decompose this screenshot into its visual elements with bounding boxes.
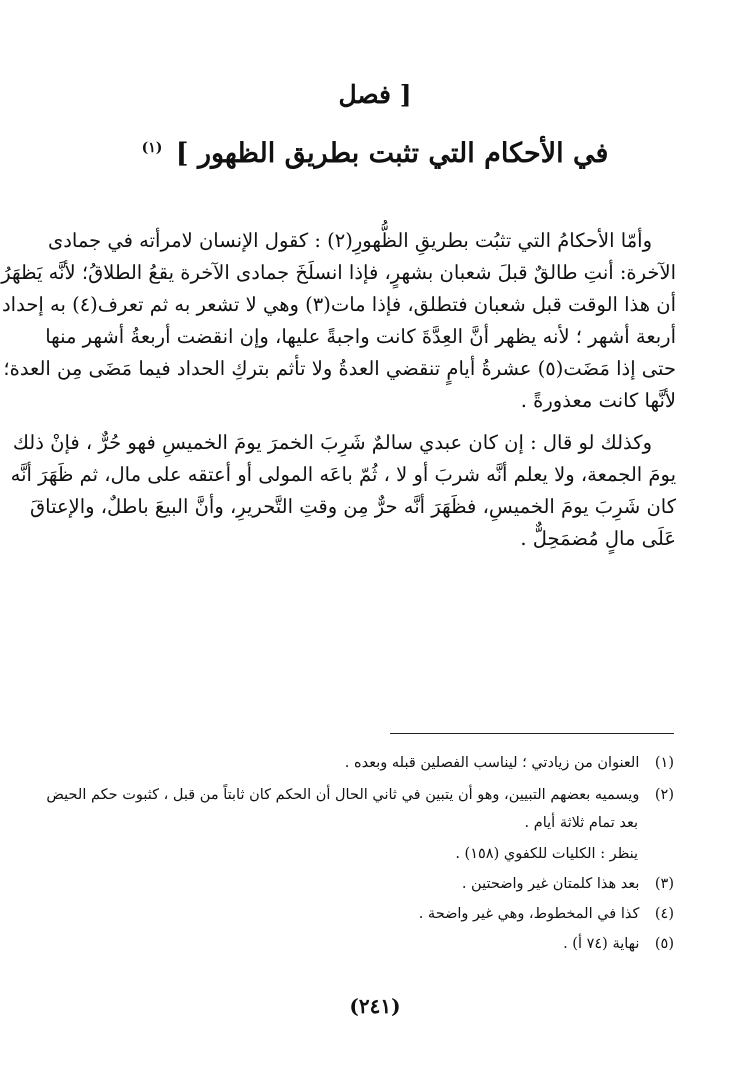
footnote-text: كذا في المخطوط، وهي غير واضحة . (418, 906, 640, 922)
section-title: [ فصل (338, 80, 412, 109)
footnote (50, 873, 674, 895)
footnote-text: ينظر : الكليات للكفوي (١٥٨) . (455, 846, 638, 862)
footnote-text: بعد تمام ثلاثة أيام . (524, 815, 638, 831)
footnote-number: (٥) (654, 936, 674, 952)
footnote (50, 933, 674, 955)
footnote (50, 903, 674, 925)
footnote-continuation (50, 843, 638, 865)
footnote-text: بعد هذا كلمتان غير واضحتين . (461, 876, 640, 892)
section-subtitle-text: في الأحكام التي تثبت بطريق الظهور ] (175, 138, 609, 169)
footnote (46, 784, 674, 806)
body-line: لأنَّها كانت معذورةً . (520, 389, 676, 412)
body-line: أن هذا الوقت قبل شعبان فتطلق، فإذا مات(٣) وهي لا تشعر به ثم تعرف(٤) به إحداد (1, 293, 676, 316)
body-line: عَلَى مالٍ مُضمَحِلٌّ . (520, 527, 676, 550)
body-line: وأمّا الأحكامُ التي تثبُت بطريقِ الظُّهورِ(٢) : كقول الإنسان لامرأته في جمادى (47, 229, 652, 252)
footnote-text: ويسميه بعضهم التبيين، وهو أن يتبين في ثاني الحال أن الحكم كان ثابتاً من قبل ، كثبوت حكم الحيض (46, 787, 640, 803)
page-number: (٢٤١) (349, 994, 401, 1018)
footnote (50, 752, 674, 774)
footnote-number: (٤) (654, 906, 674, 922)
footnote-number: (١) (654, 755, 674, 771)
footnote-number: (٣) (654, 876, 674, 892)
footnote-text: العنوان من زيادتي ؛ ليناسب الفصلين قبله وبعده . (344, 755, 640, 771)
footnote-text: نهاية (٧٤ أ) . (563, 936, 640, 952)
body-line: أربعة أشهر ؛ لأنه يظهر أنَّ العِدَّةَ كانت واجبةً عليها، وإن انقضت أربعةُ أشهر منها (45, 325, 676, 348)
footnote-separator (390, 733, 674, 734)
body-line: الآخرة: أنتِ طالقٌ قبلَ شعبان بشهرٍ، فإذا انسلَخَ جمادى الآخرة يقعُ الطلاقُ؛ لأنَّه يَظهَرُ (1, 261, 676, 284)
body-line: كان شَرِبَ يومَ الخميسِ، فظَهَرَ أنَّه حرٌّ مِن وقتِ التَّحريرِ، وأنَّ البيعَ باطلٌ، والإعتاقَ (30, 495, 676, 518)
body-line: وكذلك لو قال : إن كان عبدي سالمٌ شَرِبَ الخمرَ يومَ الخميسِ فهو حُرٌّ ، فإنْ ذلك (12, 431, 652, 454)
body-line: يومَ الجمعة، ولا يعلم أنَّه شربَ أو لا ، ثُمّ باعَه المولى أو أعتقه على مال، ثم ظَهَرَ أنَّه (10, 463, 676, 486)
footnote-continuation (50, 812, 638, 834)
body-line: حتى إذا مَضَت(٥) عشرةُ أيامٍ تنقضي العدةُ ولا تأثم بتركِ الحداد فيما مَضَى مِن العدة؛ (3, 357, 676, 380)
subtitle-footnote-marker: (١) (141, 140, 163, 156)
section-subtitle (0, 138, 750, 169)
footnote-number: (٢) (654, 787, 674, 803)
